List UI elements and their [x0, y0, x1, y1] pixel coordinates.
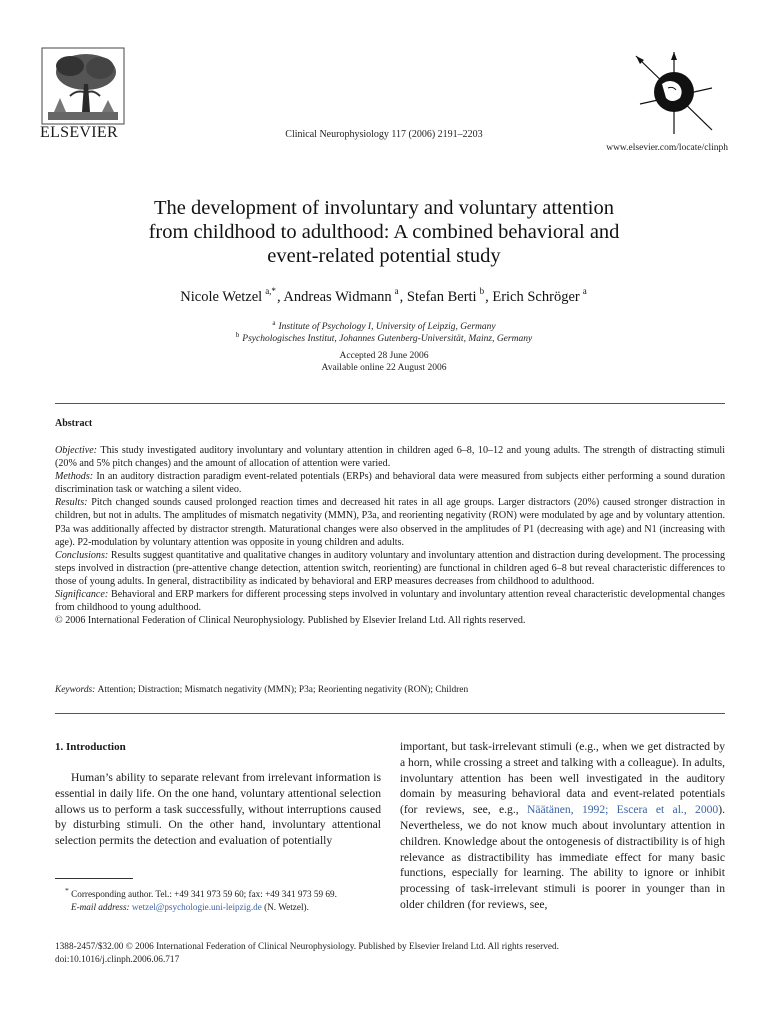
journal-url[interactable]: www.elsevier.com/locate/clinph [606, 143, 728, 153]
footnote-rule [55, 878, 133, 879]
author-name: Stefan Berti [406, 289, 477, 305]
abstract-copyright: © 2006 International Federation of Clinical Neurophysiology. Published by Elsevier Ireland Ltd. All rights reserved. [55, 615, 526, 627]
abstract-text: Results suggest quantitative and qualitative changes in auditory voluntary and involuntary attention and distraction during development. The processing steps involved in distraction (pre-attentive change detection, attention switch, reorienting) are functional in children aged 6–8 but reveal characteristic differences to those of young adults. In general, distractibility as indicated by behavioral and ERP measures decreases from childhood to adulthood. [55, 549, 725, 587]
publisher-name: ELSEVIER [40, 124, 118, 141]
abstract-body [55, 444, 725, 627]
abstract-methods [55, 470, 725, 496]
abstract-label: Results: [55, 497, 88, 509]
author-marks: a [582, 286, 587, 296]
abstract-objective [55, 444, 725, 470]
email-label: E-mail address: [71, 902, 130, 913]
doi-line[interactable]: doi:10.1016/j.clinph.2006.06.717 [55, 955, 180, 965]
article-title [90, 196, 678, 268]
affiliation [0, 331, 768, 344]
keywords-label: Keywords: [55, 685, 96, 695]
intro-right-column [400, 739, 725, 913]
author-list: Nicole Wetzel $^{a,*}$, Andreas Widmann $^a$, Stefan Berti $^b$, Erich Schröger $^a$ [180, 286, 587, 305]
keywords-text: Attention; Distraction; Mismatch negativity (MMN); P3a; Reorienting negativity (RON); Children [97, 685, 469, 695]
email-link[interactable]: wetzel@psychologie.uni-leipzig.de [131, 902, 262, 913]
abstract-results [55, 496, 725, 548]
author-name: Erich Schröger [492, 289, 580, 305]
abstract-text: Pitch changed sounds caused prolonged reaction times and decreased hit rates in all age groups. Larger distractors (20%) caused stronger distraction in children, but not in adults. The amplitudes of mismatch negativity (MMN), P3a, and reorienting negativity (RON) were modulated by age and by voluntary attention. P3a was additionally affected by distractor strength. Maturational changes were also observed in the amplitudes of P1 (decreasing with age) and N1 (increasing with age). P2-modulation by voluntary attention was opposite in young children and adults. [55, 497, 725, 548]
abstract-label: Conclusions: [55, 549, 109, 561]
abstract-label: Methods: [55, 471, 94, 483]
footnote-email [55, 901, 381, 914]
title-line: event-related potential study [267, 245, 501, 267]
section-heading: 1. Introduction [55, 741, 126, 753]
abstract-heading: Abstract [55, 418, 93, 429]
affiliation-mark: a [272, 319, 276, 327]
abstract-label: Significance: [55, 589, 109, 601]
intro-left-column [55, 770, 381, 849]
citation-link[interactable]: Näätänen, 1992; Escera et al., 2000 [526, 803, 719, 817]
divider [55, 713, 725, 714]
footnote-text: Corresponding author. Tel.: +49 341 973 59 60; fax: +49 341 973 59 69. [71, 889, 337, 900]
title-line: from childhood to adulthood: A combined behavioral and [148, 221, 620, 243]
footnote-contact [55, 884, 381, 901]
body-text: ). Nevertheless, we do not know much about involuntary attention in children. Knowledge about the ontogenesis of distractibility is of high relevance as distractibility has immediate effect for many basic functions, especially for learning. The ability to ignore or inhibit processing of task-irrelevant stimuli is poorer in younger than in older children (for reviews, see, [400, 803, 725, 911]
author-name: Nicole Wetzel [180, 289, 263, 305]
abstract-label: Objective: [55, 445, 98, 456]
body-paragraph [400, 739, 725, 913]
author-name: Andreas Widmann [283, 289, 392, 305]
abstract-text: Behavioral and ERP markers for different processing steps involved in voluntary and involuntary attention reveal characteristic developmental changes from childhood to young adulthood. [55, 589, 725, 614]
email-suffix: (N. Wetzel). [264, 902, 309, 913]
author-marks: b [479, 286, 485, 296]
available-date: Available online 22 August 2006 [321, 363, 447, 373]
keywords [55, 685, 725, 695]
abstract-conclusions [55, 549, 725, 588]
divider [55, 403, 725, 404]
footnote [55, 884, 381, 914]
journal-reference: Clinical Neurophysiology 117 (2006) 2191–2203 [285, 129, 483, 140]
issn-line: 1388-2457/$32.00 © 2006 International Federation of Clinical Neurophysiology. Published by Elsevier Ireland Ltd. All rights reserved. [55, 942, 560, 952]
affiliation-text: Psychologisches Institut, Johannes Gutenberg-Universität, Mainz, Germany [242, 334, 533, 344]
body-text: important, but task-irrelevant stimuli (e.g., when we get distracted by a horn, while crossing a street and talking with a colleague). In adults, involuntary attention has been well investigated in the auditory domain by measuring behavioral data and event-related potentials (for reviews, see, e.g., [400, 740, 725, 817]
abstract-text: This study investigated auditory involuntary and voluntary attention in children aged 6–8, 10–12 and young adults. The strength of distracting stimuli (20% and 5% pitch changes) and the amount of allocation of attention were varied. [55, 445, 726, 470]
elsevier-logo [40, 46, 126, 126]
affiliation-mark: b [235, 331, 240, 339]
author-marks: a,* [265, 286, 276, 296]
accepted-date: Accepted 28 June 2006 [339, 351, 429, 361]
abstract-significance [55, 588, 725, 614]
article-dates [0, 350, 768, 374]
abstract-text: In an auditory distraction paradigm event-related potentials (ERPs) and behavioral data were measured from subjects either performing a sound duration discrimination task or watching a silent video. [55, 471, 726, 496]
body-paragraph: Human’s ability to separate relevant from irrelevant information is essential in daily life. On the one hand, voluntary attentional selection allows us to perform a task successfully, without interruptions caused by disturbing stimuli. On the other hand, involuntary attentional selection permits the detection and evaluation of potentially [55, 771, 381, 848]
title-line: The development of involuntary and voluntary attention [154, 197, 614, 219]
affiliation-text: Institute of Psychology I, University of Leipzig, Germany [278, 322, 496, 332]
author-marks: a [394, 286, 399, 296]
footnote-mark: * [65, 886, 69, 895]
journal-emblem-icon [626, 48, 722, 138]
